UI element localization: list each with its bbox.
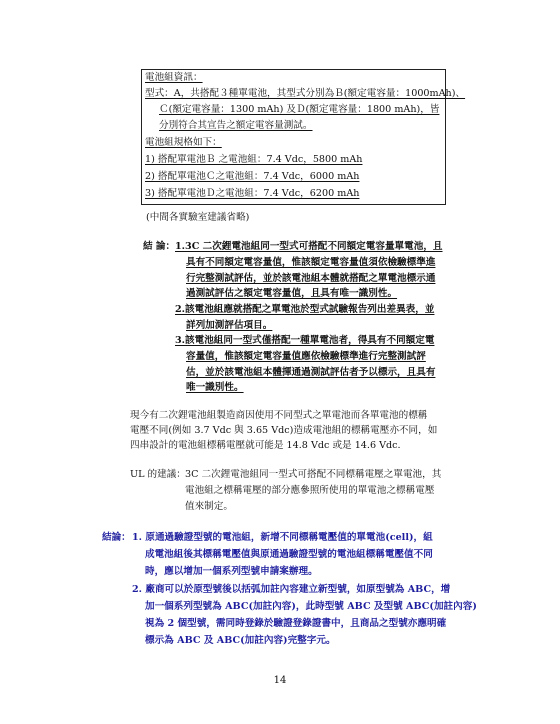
conclusion-item: 估，並於該電池組本體揮通過測試評估者予以標示，且具有 [186, 367, 436, 378]
conclusion2-item: 標示為 ABC 及 ABC(加註內容)完整字元。 [145, 635, 336, 646]
conclusion2-item: 視為 2 個型號，需同時登錄於驗證登錄證書中，且商品之型號亦應明確 [145, 618, 447, 629]
conclusion-item: 唯一識別性。 [186, 382, 244, 393]
conclusion-item: 具有不同額定電容量值，惟該額定電容量值須依檢驗標準進 [186, 257, 436, 268]
paragraph-line: 電壓不同(例如 3.7 Vdc 與 3.65 Vdc)造成電池組的標稱電壓亦不同，如 [130, 425, 438, 436]
box-line: 3) 搭配單電池Ｄ之電池組：7.4 Vdc，6200 mAh [145, 188, 360, 199]
ul-suggestion-line: 值來制定。 [185, 501, 233, 512]
ul-suggestion-label: UL 的建議： [130, 469, 186, 480]
conclusion2-item: 2. 廠商可以於原型號後以括弧加註內容建立新型號，如原型號為 ABC，增 [132, 584, 451, 595]
ul-suggestion-line: 電池組之標稱電壓的部分應參照所使用的單電池之標稱電壓 [185, 485, 435, 496]
conclusion-item: 2.該電池組應就搭配之單電池於型式試驗報告列出差異表，並 [175, 304, 435, 315]
conclusion-item: 行完整測試評估，並於該電池組本體就搭配之單電池標示通 [186, 273, 436, 284]
conclusion2-item: 成電池組後其標稱電壓值與原通過驗證型號的電池組標稱電壓值不同 [145, 549, 433, 560]
battery-info-box [141, 69, 466, 205]
paragraph-line: 現今有二次鋰電池組製造商因使用不同型式之單電池而各單電池的標稱 [130, 410, 428, 421]
conclusion-item: 1.3C 二次鋰電池組同一型式可搭配不同額定電容量單電池，且 [175, 241, 443, 252]
conclusion2-item: 1. 原通過驗證型號的電池組，新增不同標稱電壓值的單電池(cell)，組 [132, 532, 433, 543]
paragraph-line: 四串設計的電池組標稱電壓就可能是 14.8 Vdc 或是 14.6 Vdc. [130, 440, 401, 451]
conclusion-label: 結 論： [143, 241, 176, 252]
ul-suggestion-line: 3C 二次鋰電池組同一型式可搭配不同標稱電壓之單電池，其 [185, 469, 442, 480]
box-line: 1) 搭配單電池Ｂ 之電池組：7.4 Vdc，5800 mAh [145, 154, 363, 165]
box-line: 型式：A，共搭配３種單電池，其型式分別為Ｂ(額定電容量：1000mAh)、 [145, 88, 466, 99]
conclusion2-label: 結論： [102, 532, 131, 543]
conclusion-item: 容量值，惟該額定電容量值應依檢驗標準進行完整測試評 [186, 351, 426, 362]
conclusion2-item: 加一個系列型號為 ABC(加註內容)，此時型號 ABC 及型號 ABC(加註內容) [145, 601, 477, 612]
box-line: Ｃ(額定電容量：1300 mAh) 及Ｄ(額定電容量：1800 mAh)，皆 [159, 104, 440, 115]
page-number: 14 [273, 675, 287, 686]
conclusion2-item: 時，應以增加一個系列型號申請案辦理。 [145, 566, 318, 577]
conclusion-item: 詳列加測評估項目。 [186, 320, 273, 331]
box-line: 分別符合其宣告之額定電容量測試。 [159, 120, 313, 131]
box-line: 2) 搭配單電池Ｃ之電池組：7.4 Vdc，6000 mAh [145, 171, 360, 182]
box-line: 電池組規格如下： [145, 137, 222, 148]
lab-note: (中間各實驗室建議省略) [146, 212, 250, 223]
conclusion-item: 3.該電池組同一型式僅搭配一種單電池者，得具有不同額定電 [175, 335, 435, 346]
conclusion-item: 過測試評估之額定電容量值，且具有唯一識別性。 [186, 288, 398, 299]
box-heading: 電池組資訊： [145, 72, 203, 83]
